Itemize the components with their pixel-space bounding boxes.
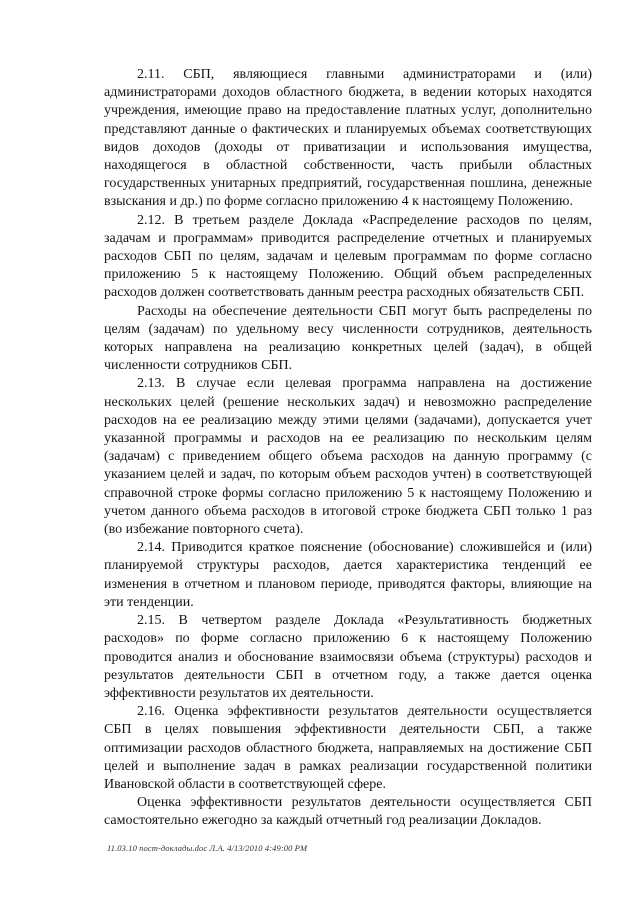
page-footer: 11.03.10 пост-доклады.doc Л.А. 4/13/2010 4:49:00 PM (107, 843, 308, 853)
paragraph-2-12-continuation: Расходы на обеспечение деятельности СБП могут быть распределены по целям (задачам) по удельному весу численности сотрудников, деятельность которых направлена на реализацию конкретных целей (задач), в общей численности сотрудников СБП. (104, 303, 592, 374)
paragraph-2-16-continuation: Оценка эффективности результатов деятельности осуществляется СБП самостоятельно ежегодно за каждый отчетный год реализации Докладов. (104, 795, 592, 829)
paragraph-2-12: 2.12. В третьем разделе Доклада «Распределение расходов по целям, задачам и программам» приводится распределение отчетных и планируемых расходов СБП по целям, задачам и целевым программам по форме согласно приложению 5 к настоящему Положению. Общий объем распределенных расходов должен соответствовать данным реестра расходных обязательств СБП. (104, 212, 592, 301)
document-body (104, 66, 592, 831)
paragraph-2-15: 2.15. В четвертом разделе Доклада «Результативность бюджетных расходов» по форме согласно приложению 6 к настоящему Положению проводится анализ и обоснование взаимосвязи объема (структуры) расходов и результатов деятельности СБП в отчетном году, а также дается оценка эффективности результатов их деятельности. (104, 613, 592, 701)
paragraph-2-14: 2.14. Приводится краткое пояснение (обоснование) сложившейся и (или) планируемой структуры расходов, дается характеристика тенденций ее изменения в отчетном и плановом периоде, приводятся факторы, влияющие на эти тенденции. (104, 540, 592, 610)
paragraph-2-16: 2.16. Оценка эффективности результатов деятельности осуществляется СБП в целях повышения эффективности деятельности СБП, а также оптимизации расходов областного бюджета, направляемых на достижение СБП целей и выполнение задач в рамках реализации государственной политики Ивановской области в соответствующей сфере. (104, 704, 592, 792)
paragraph-2-13: 2.13. В случае если целевая программа направлена на достижение нескольких целей (решение нескольких задач) и невозможно распределение расходов на ее реализацию между этими целями (задачами), допускается учет указанной программы и расходов на ее реализацию по нескольким целям (задачам) с приведением общего объема расходов на данную программу (с указанием целей и задач, по которым объем расходов учтен) в соответствующей справочной строке формы согласно приложению 5 к настоящему Положению и учетом данного объема расходов в итоговой строке бюджета СБП только 1 раз (во избежание повторного счета). (104, 376, 592, 538)
paragraph-2-11: 2.11. СБП, являющиеся главными администраторами и (или) администраторами доходов областного бюджета, в ведении которых находятся учреждения, имеющие право на предоставление платных услуг, дополнительно представляют данные о фактических и планируемых объемах соответствующих видов доходов (доходы от приватизации и использования имущества, находящегося в областной собственности, часть прибыли областных государственных унитарных предприятий, государственная пошлина, денежные взыскания и др.) по форме согласно приложению 4 к настоящему Положению. (104, 67, 592, 210)
